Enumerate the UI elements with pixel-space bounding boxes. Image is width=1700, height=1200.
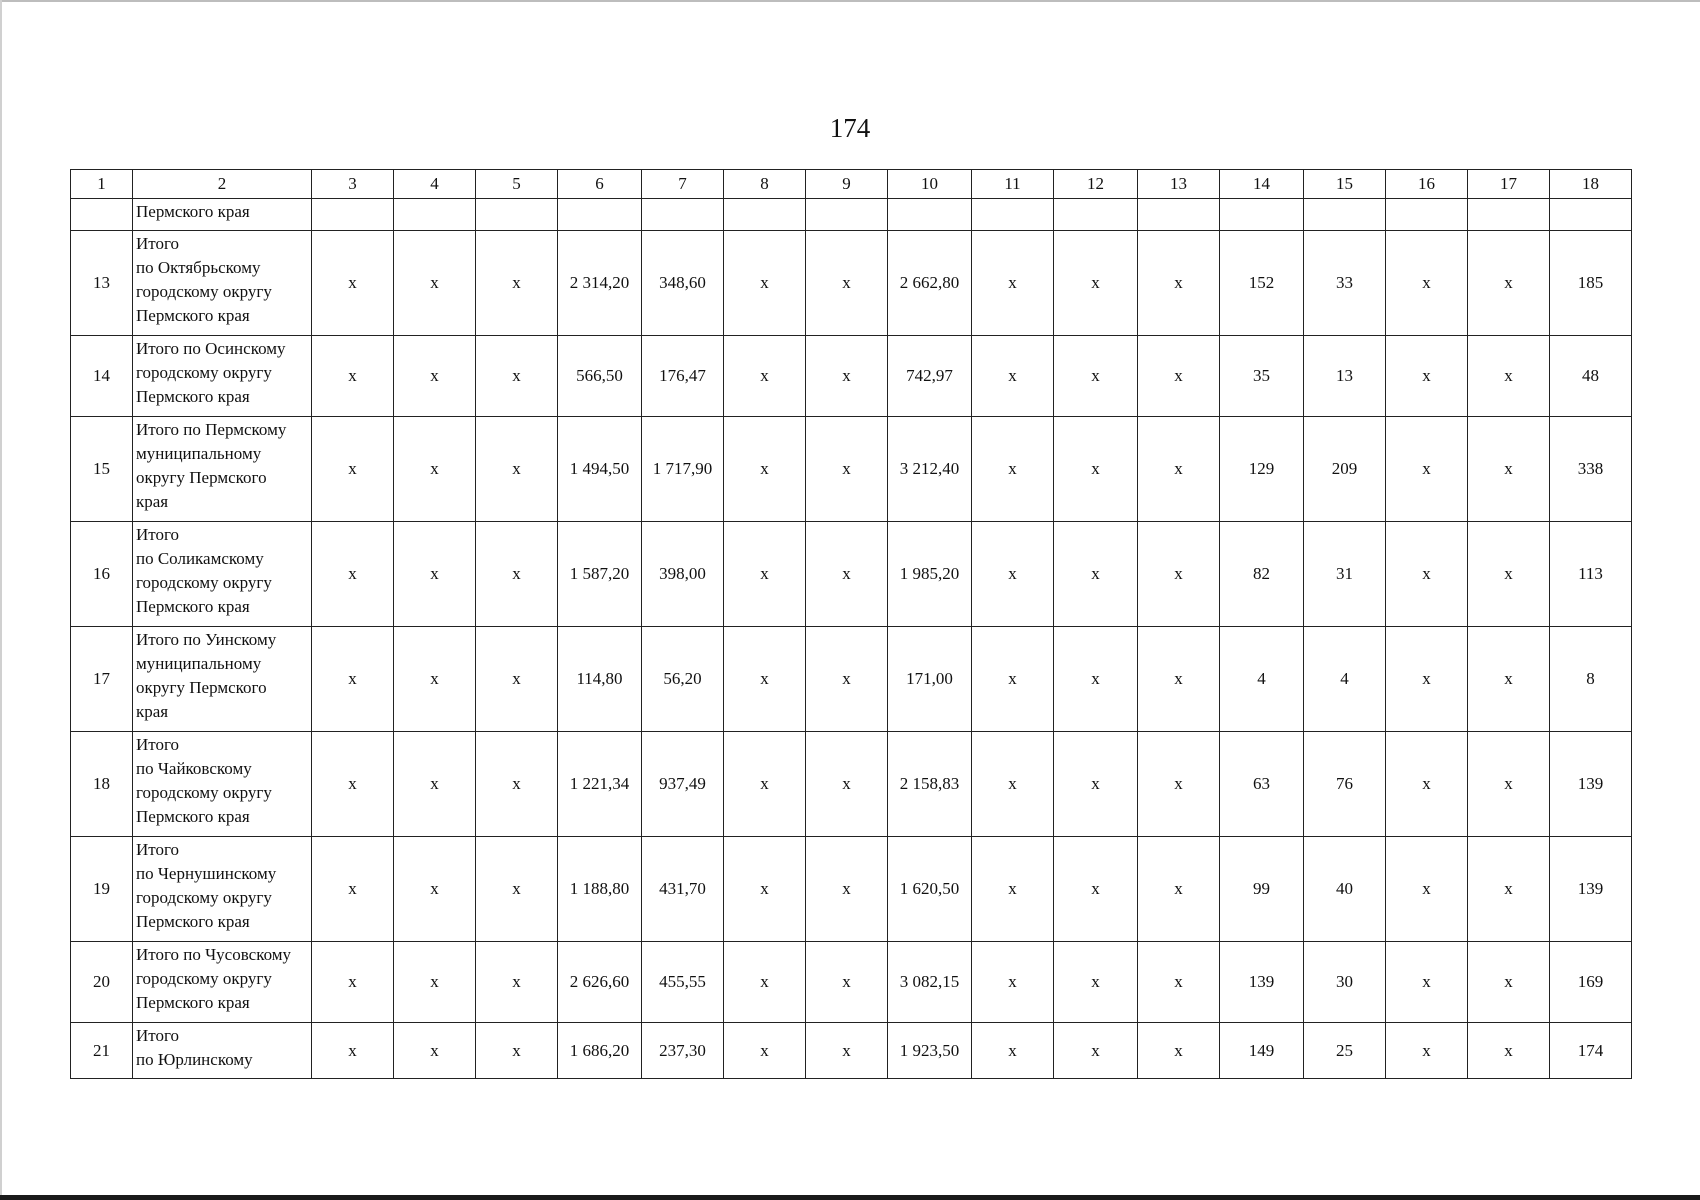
value-cell-c13: х [1138, 336, 1220, 417]
value-cell-c5: х [476, 231, 558, 336]
value-cell-c6: 114,80 [558, 627, 642, 732]
value-cell-c8: х [724, 522, 806, 627]
value-cell-c6: 566,50 [558, 336, 642, 417]
value-cell-c14: 63 [1220, 732, 1304, 837]
row-number-cell: 21 [71, 1023, 133, 1079]
value-cell-c12: х [1054, 231, 1138, 336]
column-number-12: 12 [1054, 170, 1138, 199]
value-cell-c10: 3 082,15 [888, 942, 972, 1023]
row-name-line: Итого [136, 840, 180, 859]
value-cell-c9: х [806, 837, 888, 942]
row-name-line: Итого по Осинскому [136, 339, 286, 358]
row-name-line: городскому округу [136, 573, 272, 592]
value-cell-c16: х [1386, 336, 1468, 417]
scan-edge-top [0, 0, 1700, 2]
row-name-cell [133, 199, 312, 231]
value-cell-c18: 169 [1550, 942, 1632, 1023]
column-number-17: 17 [1468, 170, 1550, 199]
value-cell-c8: х [724, 837, 806, 942]
value-cell-c13: х [1138, 837, 1220, 942]
row-name-line: городскому округу [136, 783, 272, 802]
value-cell-c12: х [1054, 417, 1138, 522]
value-cell-c12: х [1054, 732, 1138, 837]
value-cell-c12: х [1054, 1023, 1138, 1079]
column-number-10: 10 [888, 170, 972, 199]
value-cell [724, 199, 806, 231]
value-cell-c11: х [972, 627, 1054, 732]
value-cell [1550, 199, 1632, 231]
value-cell-c15: 31 [1304, 522, 1386, 627]
row-name-line: Итого [136, 234, 180, 253]
table-row [71, 732, 1632, 837]
value-cell-c11: х [972, 837, 1054, 942]
value-cell-c13: х [1138, 627, 1220, 732]
column-number-14: 14 [1220, 170, 1304, 199]
row-name-line: Пермского края [136, 306, 250, 325]
value-cell-c8: х [724, 732, 806, 837]
value-cell-c14: 152 [1220, 231, 1304, 336]
value-cell-c3: х [312, 417, 394, 522]
value-cell-c9: х [806, 732, 888, 837]
value-cell-c9: х [806, 336, 888, 417]
value-cell-c10: 1 923,50 [888, 1023, 972, 1079]
value-cell-c15: 4 [1304, 627, 1386, 732]
value-cell-c11: х [972, 336, 1054, 417]
row-name-line: по Соликамскому [136, 549, 264, 568]
value-cell-c4: х [394, 942, 476, 1023]
column-number-6: 6 [558, 170, 642, 199]
value-cell-c17: х [1468, 732, 1550, 837]
value-cell-c15: 76 [1304, 732, 1386, 837]
value-cell [394, 199, 476, 231]
value-cell-c10: 2 662,80 [888, 231, 972, 336]
value-cell-c18: 185 [1550, 231, 1632, 336]
column-number-18: 18 [1550, 170, 1632, 199]
column-number-2: 2 [133, 170, 312, 199]
row-number-cell [71, 199, 133, 231]
value-cell [1468, 199, 1550, 231]
value-cell-c8: х [724, 231, 806, 336]
value-cell-c15: 25 [1304, 1023, 1386, 1079]
value-cell-c4: х [394, 522, 476, 627]
value-cell-c16: х [1386, 417, 1468, 522]
value-cell-c12: х [1054, 522, 1138, 627]
value-cell-c8: х [724, 336, 806, 417]
continuation-row [71, 199, 1632, 231]
value-cell-c7: 431,70 [642, 837, 724, 942]
value-cell-c7: 1 717,90 [642, 417, 724, 522]
value-cell-c6: 1 587,20 [558, 522, 642, 627]
row-name-cell [133, 1023, 312, 1079]
value-cell-c16: х [1386, 942, 1468, 1023]
value-cell-c18: 8 [1550, 627, 1632, 732]
row-number-cell: 19 [71, 837, 133, 942]
row-name-line: Пермского края [136, 387, 250, 406]
value-cell-c4: х [394, 336, 476, 417]
value-cell-c16: х [1386, 837, 1468, 942]
table-row [71, 522, 1632, 627]
row-name-line: Пермского края [136, 912, 250, 931]
row-number-cell: 20 [71, 942, 133, 1023]
scan-edge-left [0, 0, 2, 1200]
value-cell-c13: х [1138, 1023, 1220, 1079]
row-number-cell: 18 [71, 732, 133, 837]
row-name-cell [133, 336, 312, 417]
value-cell-c7: 348,60 [642, 231, 724, 336]
column-number-3: 3 [312, 170, 394, 199]
row-name-line: по Чернушинскому [136, 864, 277, 883]
value-cell-c13: х [1138, 942, 1220, 1023]
value-cell-c18: 338 [1550, 417, 1632, 522]
column-number-11: 11 [972, 170, 1054, 199]
row-name-line: Итого [136, 525, 180, 544]
value-cell-c6: 1 188,80 [558, 837, 642, 942]
value-cell [972, 199, 1054, 231]
value-cell-c17: х [1468, 231, 1550, 336]
table-row [71, 837, 1632, 942]
column-number-5: 5 [476, 170, 558, 199]
value-cell-c4: х [394, 627, 476, 732]
value-cell [1054, 199, 1138, 231]
row-name-line: муниципальному [136, 654, 262, 673]
row-name-line: округу Пермского [136, 678, 267, 697]
value-cell-c17: х [1468, 336, 1550, 417]
row-name-line: муниципальному [136, 444, 262, 463]
value-cell-c12: х [1054, 336, 1138, 417]
value-cell-c12: х [1054, 627, 1138, 732]
row-name-line: Итого по Уинскому [136, 630, 277, 649]
value-cell-c11: х [972, 732, 1054, 837]
table-row [71, 336, 1632, 417]
page-number: 174 [829, 113, 871, 143]
row-name-line: края [136, 492, 169, 511]
value-cell-c14: 82 [1220, 522, 1304, 627]
value-cell [1138, 199, 1220, 231]
value-cell-c7: 937,49 [642, 732, 724, 837]
value-cell-c6: 2 626,60 [558, 942, 642, 1023]
value-cell-c5: х [476, 627, 558, 732]
value-cell [312, 199, 394, 231]
value-cell-c15: 209 [1304, 417, 1386, 522]
value-cell-c8: х [724, 942, 806, 1023]
value-cell-c14: 35 [1220, 336, 1304, 417]
table-row [71, 231, 1632, 336]
value-cell-c6: 1 494,50 [558, 417, 642, 522]
row-name-line: по Чайковскому [136, 759, 252, 778]
row-number-cell: 17 [71, 627, 133, 732]
value-cell-c11: х [972, 1023, 1054, 1079]
value-cell [1220, 199, 1304, 231]
row-name-line: Итого [136, 1026, 180, 1045]
value-cell-c17: х [1468, 1023, 1550, 1079]
value-cell-c15: 30 [1304, 942, 1386, 1023]
row-name-line: края [136, 702, 169, 721]
row-name-line: Пермского края [136, 993, 250, 1012]
column-number-row [71, 170, 1632, 199]
value-cell-c14: 4 [1220, 627, 1304, 732]
value-cell-c4: х [394, 231, 476, 336]
row-name-line: городскому округу [136, 888, 272, 907]
value-cell-c7: 398,00 [642, 522, 724, 627]
value-cell-c5: х [476, 837, 558, 942]
value-cell-c18: 113 [1550, 522, 1632, 627]
row-name-line: округу Пермского [136, 468, 267, 487]
value-cell-c12: х [1054, 837, 1138, 942]
column-number-7: 7 [642, 170, 724, 199]
column-number-9: 9 [806, 170, 888, 199]
row-number-cell: 14 [71, 336, 133, 417]
row-name-line: Пермского края [136, 807, 250, 826]
row-name-line: Итого по Пермскому [136, 420, 287, 439]
value-cell-c3: х [312, 627, 394, 732]
table-row [71, 627, 1632, 732]
table-row [71, 1023, 1632, 1079]
value-cell [1386, 199, 1468, 231]
row-name-line: городскому округу [136, 969, 272, 988]
value-cell-c11: х [972, 231, 1054, 336]
column-number-15: 15 [1304, 170, 1386, 199]
row-name-cell [133, 942, 312, 1023]
row-name-cell [133, 522, 312, 627]
value-cell-c9: х [806, 522, 888, 627]
value-cell-c10: 3 212,40 [888, 417, 972, 522]
value-cell-c7: 56,20 [642, 627, 724, 732]
value-cell-c17: х [1468, 837, 1550, 942]
value-cell-c16: х [1386, 732, 1468, 837]
row-number-cell: 13 [71, 231, 133, 336]
row-name-cell [133, 231, 312, 336]
value-cell-c18: 139 [1550, 732, 1632, 837]
value-cell-c9: х [806, 1023, 888, 1079]
value-cell-c17: х [1468, 627, 1550, 732]
value-cell-c17: х [1468, 417, 1550, 522]
row-name-line: по Октябрьскому [136, 258, 261, 277]
value-cell-c15: 13 [1304, 336, 1386, 417]
data-table [70, 169, 1632, 1079]
value-cell-c13: х [1138, 522, 1220, 627]
value-cell-c14: 149 [1220, 1023, 1304, 1079]
value-cell-c3: х [312, 231, 394, 336]
value-cell-c16: х [1386, 231, 1468, 336]
row-number-cell: 15 [71, 417, 133, 522]
value-cell-c4: х [394, 732, 476, 837]
row-number-cell: 16 [71, 522, 133, 627]
value-cell-c14: 129 [1220, 417, 1304, 522]
value-cell-c8: х [724, 417, 806, 522]
column-number-16: 16 [1386, 170, 1468, 199]
value-cell-c11: х [972, 942, 1054, 1023]
value-cell-c16: х [1386, 627, 1468, 732]
value-cell-c10: 171,00 [888, 627, 972, 732]
scan-edge-bottom [0, 1195, 1700, 1200]
value-cell-c3: х [312, 942, 394, 1023]
value-cell-c18: 48 [1550, 336, 1632, 417]
table-body [71, 170, 1632, 1079]
value-cell-c14: 99 [1220, 837, 1304, 942]
value-cell [642, 199, 724, 231]
value-cell-c3: х [312, 1023, 394, 1079]
value-cell-c7: 455,55 [642, 942, 724, 1023]
value-cell-c7: 176,47 [642, 336, 724, 417]
row-name-cell [133, 732, 312, 837]
column-number-4: 4 [394, 170, 476, 199]
value-cell-c9: х [806, 231, 888, 336]
value-cell-c10: 1 985,20 [888, 522, 972, 627]
value-cell-c17: х [1468, 942, 1550, 1023]
value-cell [1304, 199, 1386, 231]
row-name-line: Итого по Чусовскому [136, 945, 292, 964]
row-name-cell [133, 417, 312, 522]
table-row [71, 417, 1632, 522]
value-cell-c5: х [476, 522, 558, 627]
value-cell [806, 199, 888, 231]
value-cell-c16: х [1386, 1023, 1468, 1079]
value-cell-c10: 2 158,83 [888, 732, 972, 837]
value-cell-c9: х [806, 942, 888, 1023]
value-cell-c3: х [312, 336, 394, 417]
row-name-line: городскому округу [136, 282, 272, 301]
column-number-13: 13 [1138, 170, 1220, 199]
value-cell-c3: х [312, 732, 394, 837]
value-cell-c6: 1 221,34 [558, 732, 642, 837]
value-cell [888, 199, 972, 231]
row-name-line: Пермского края [136, 202, 250, 221]
value-cell-c12: х [1054, 942, 1138, 1023]
row-name-cell [133, 837, 312, 942]
row-name-line: городскому округу [136, 363, 272, 382]
value-cell [476, 199, 558, 231]
value-cell-c5: х [476, 942, 558, 1023]
value-cell-c8: х [724, 627, 806, 732]
value-cell-c4: х [394, 417, 476, 522]
value-cell-c11: х [972, 522, 1054, 627]
value-cell-c10: 1 620,50 [888, 837, 972, 942]
value-cell-c15: 40 [1304, 837, 1386, 942]
value-cell-c11: х [972, 417, 1054, 522]
value-cell-c5: х [476, 336, 558, 417]
value-cell-c6: 2 314,20 [558, 231, 642, 336]
value-cell-c14: 139 [1220, 942, 1304, 1023]
row-name-line: Пермского края [136, 597, 250, 616]
row-name-cell [133, 627, 312, 732]
value-cell-c18: 139 [1550, 837, 1632, 942]
table-row [71, 942, 1632, 1023]
value-cell-c8: х [724, 1023, 806, 1079]
value-cell-c4: х [394, 837, 476, 942]
value-cell-c3: х [312, 837, 394, 942]
value-cell-c16: х [1386, 522, 1468, 627]
value-cell-c7: 237,30 [642, 1023, 724, 1079]
value-cell-c15: 33 [1304, 231, 1386, 336]
row-name-line: по Юрлинскому [136, 1050, 253, 1069]
value-cell-c5: х [476, 732, 558, 837]
value-cell-c17: х [1468, 522, 1550, 627]
value-cell-c13: х [1138, 231, 1220, 336]
value-cell-c18: 174 [1550, 1023, 1632, 1079]
column-number-1: 1 [71, 170, 133, 199]
row-name-line: Итого [136, 735, 180, 754]
value-cell-c10: 742,97 [888, 336, 972, 417]
value-cell-c9: х [806, 417, 888, 522]
value-cell-c4: х [394, 1023, 476, 1079]
value-cell-c9: х [806, 627, 888, 732]
value-cell-c13: х [1138, 417, 1220, 522]
value-cell [558, 199, 642, 231]
value-cell-c13: х [1138, 732, 1220, 837]
value-cell-c6: 1 686,20 [558, 1023, 642, 1079]
value-cell-c5: х [476, 417, 558, 522]
column-number-8: 8 [724, 170, 806, 199]
value-cell-c5: х [476, 1023, 558, 1079]
value-cell-c3: х [312, 522, 394, 627]
